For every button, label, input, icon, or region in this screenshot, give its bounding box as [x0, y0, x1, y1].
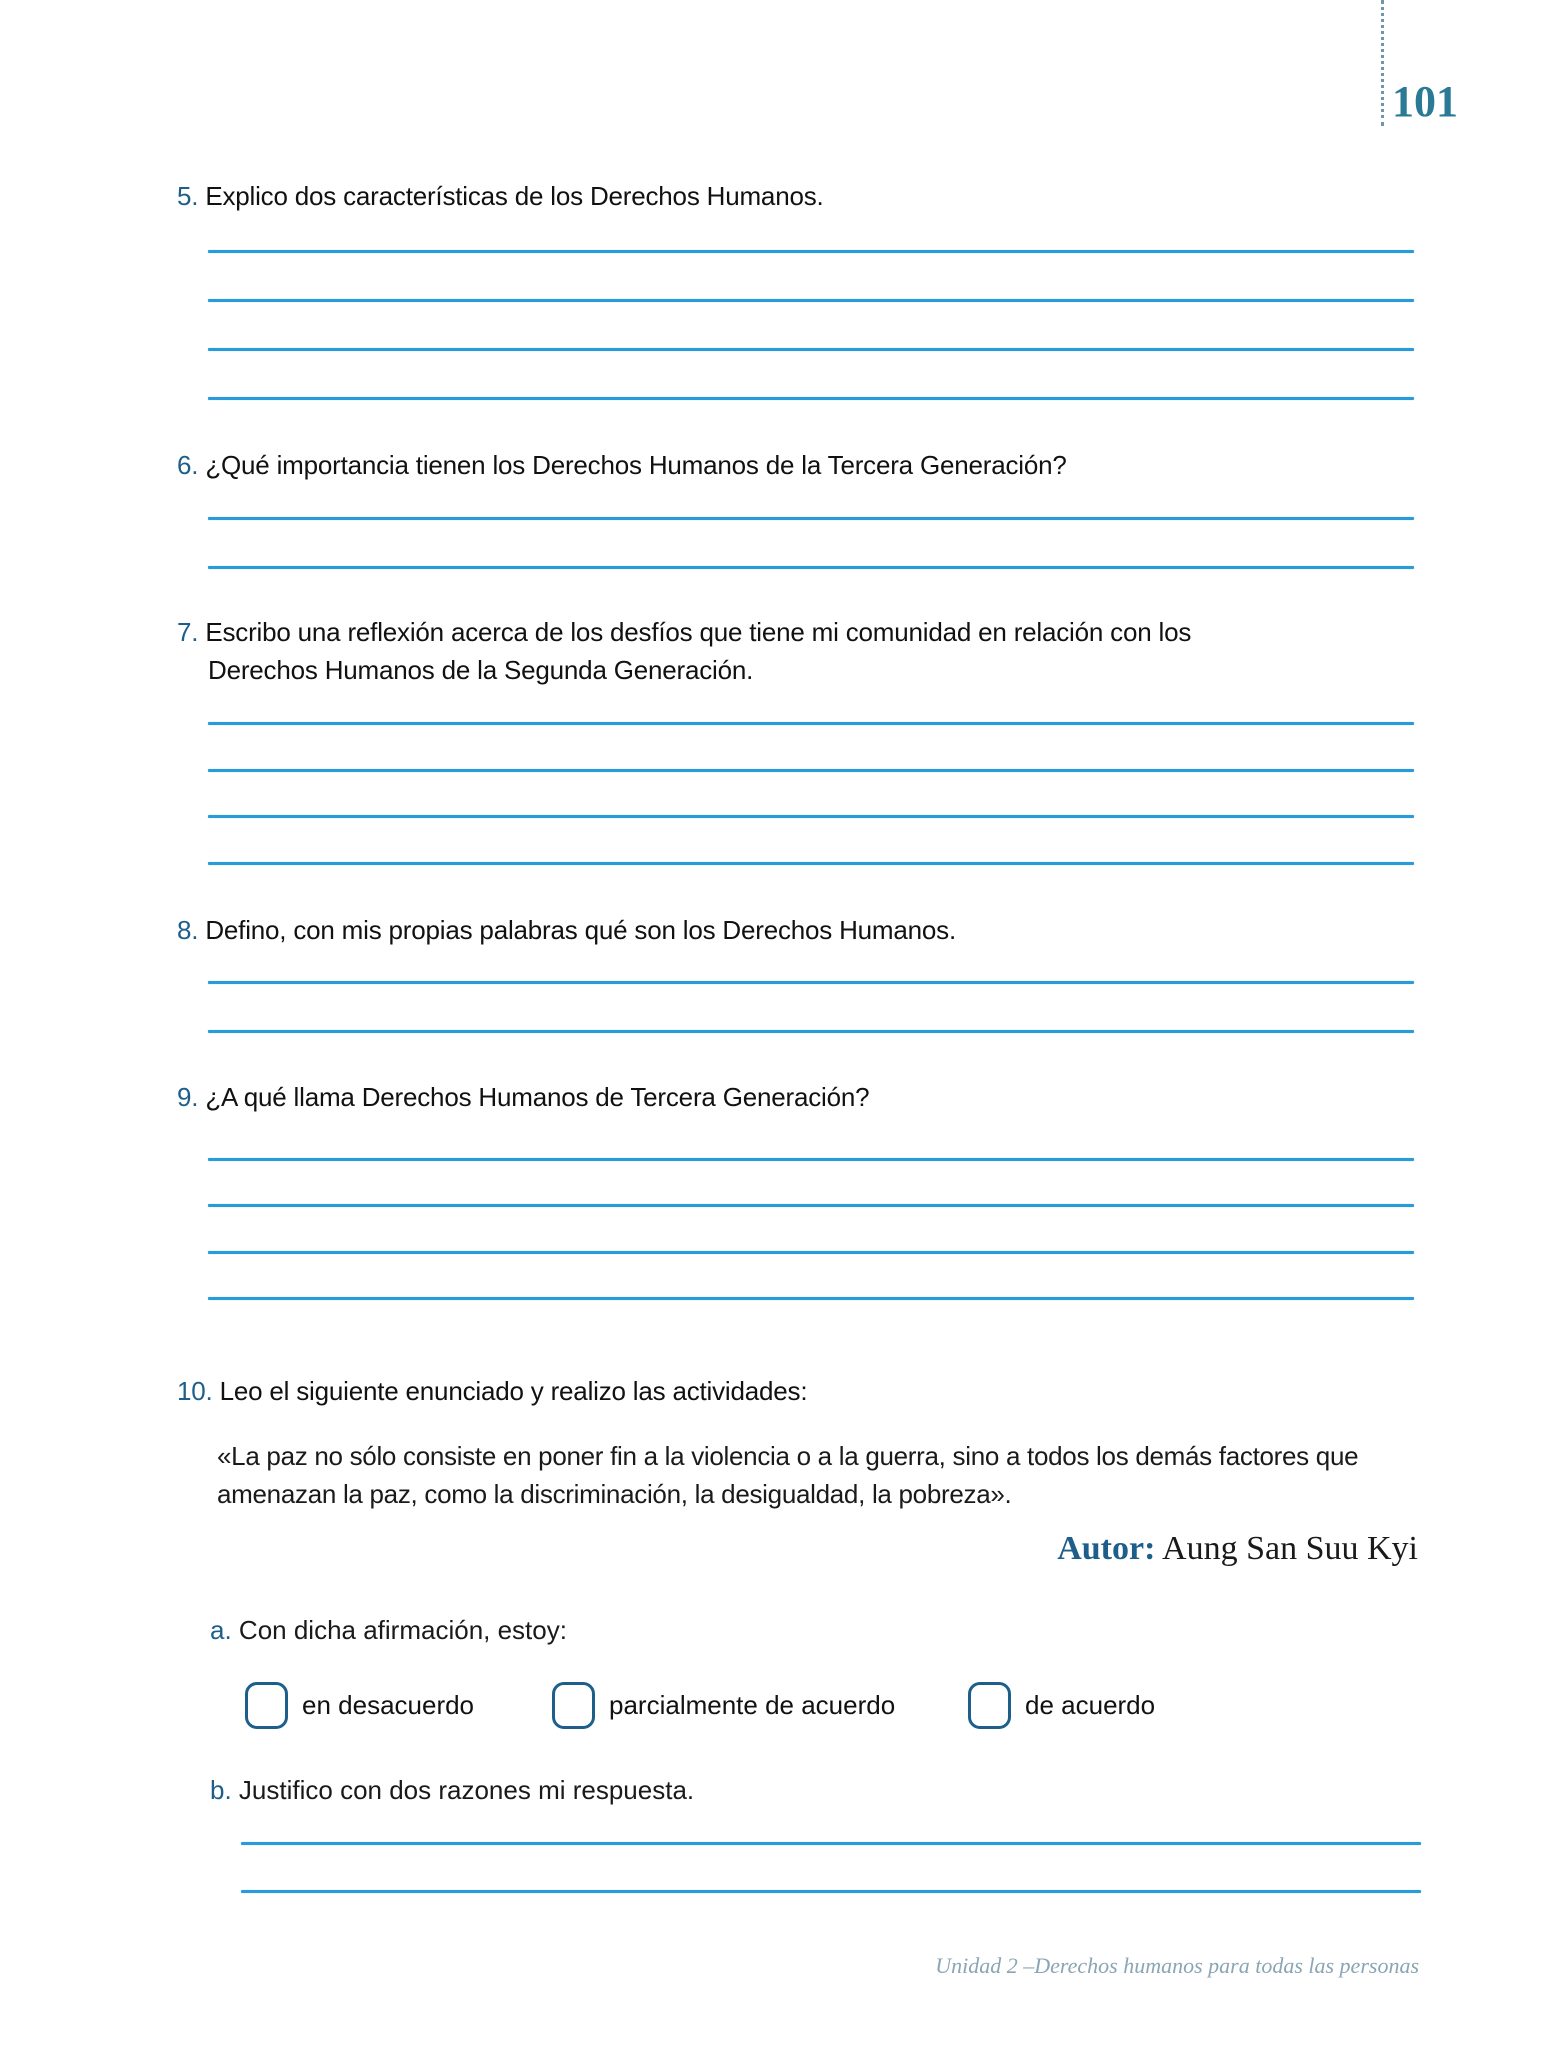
- answer-line[interactable]: [208, 299, 1414, 302]
- option-de-acuerdo[interactable]: [968, 1682, 1155, 1729]
- question-text: ¿Qué importancia tienen los Derechos Humanos de la Tercera Generación?: [205, 450, 1067, 480]
- answer-line[interactable]: [208, 348, 1414, 351]
- subquestion-text: Con dicha afirmación, estoy:: [238, 1615, 567, 1645]
- answer-line[interactable]: [208, 397, 1414, 400]
- option-label: de acuerdo: [1025, 1690, 1156, 1720]
- question-text-line-1: Escribo una reflexión acerca de los desfíos que tiene mi comunidad en relación con los: [205, 617, 1192, 647]
- option-label: en desacuerdo: [302, 1690, 475, 1720]
- answer-line[interactable]: [208, 1204, 1414, 1207]
- question-number: 8.: [177, 915, 199, 945]
- subquestion-letter: b.: [210, 1775, 232, 1805]
- answer-line[interactable]: [208, 1030, 1414, 1033]
- subquestion-a: [210, 1611, 567, 1649]
- quote-author: [1057, 1527, 1418, 1571]
- question-8: [177, 911, 956, 949]
- answer-line[interactable]: [208, 1297, 1414, 1300]
- question-text: Explico dos características de los Derechos Humanos.: [205, 181, 824, 211]
- checkbox[interactable]: [552, 1682, 595, 1729]
- option-parcialmente-de-acuerdo[interactable]: [552, 1682, 895, 1729]
- answer-line[interactable]: [208, 1158, 1414, 1161]
- question-9: [177, 1078, 869, 1116]
- answer-line[interactable]: [241, 1842, 1421, 1845]
- answer-line[interactable]: [208, 566, 1414, 569]
- answer-line[interactable]: [208, 862, 1414, 865]
- question-5: [177, 177, 824, 215]
- checkbox[interactable]: [968, 1682, 1011, 1729]
- subquestion-b: [210, 1771, 694, 1809]
- question-7: [177, 613, 1414, 689]
- page-divider-dotted: [1381, 0, 1384, 126]
- question-number: 9.: [177, 1082, 199, 1112]
- answer-line[interactable]: [208, 1251, 1414, 1254]
- answer-line[interactable]: [208, 769, 1414, 772]
- option-label: parcialmente de acuerdo: [609, 1690, 896, 1720]
- question-number: 7.: [177, 617, 199, 647]
- question-6: [177, 446, 1067, 484]
- page-number: 101: [1392, 77, 1458, 126]
- question-text: ¿A qué llama Derechos Humanos de Tercera Generación?: [205, 1082, 870, 1112]
- author-name: Aung San Suu Kyi: [1162, 1530, 1418, 1567]
- answer-line[interactable]: [208, 981, 1414, 984]
- quote-line-1: «La paz no sólo consiste en poner fin a la violencia o a la guerra, sino a todos los demás factores que: [217, 1441, 1359, 1471]
- answer-line[interactable]: [208, 250, 1414, 253]
- subquestion-letter: a.: [210, 1615, 232, 1645]
- option-en-desacuerdo[interactable]: [245, 1682, 474, 1729]
- quote: [217, 1437, 1417, 1513]
- quote-line-2: amenazan la paz, como la discriminación, la desigualdad, la pobreza».: [217, 1479, 1012, 1509]
- question-text: Defino, con mis propias palabras qué son los Derechos Humanos.: [205, 915, 956, 945]
- question-number: 10.: [177, 1376, 213, 1406]
- answer-line[interactable]: [241, 1890, 1421, 1893]
- checkbox[interactable]: [245, 1682, 288, 1729]
- question-number: 5.: [177, 181, 199, 211]
- answer-line[interactable]: [208, 517, 1414, 520]
- question-number: 6.: [177, 450, 199, 480]
- author-label: Autor:: [1057, 1530, 1156, 1567]
- answer-line[interactable]: [208, 722, 1414, 725]
- question-text-line-2: Derechos Humanos de la Segunda Generación.: [208, 655, 754, 685]
- page-footer: Unidad 2 –Derechos humanos para todas las personas: [935, 1953, 1419, 1978]
- question-10: [177, 1372, 807, 1410]
- question-text: Leo el siguiente enunciado y realizo las actividades:: [219, 1376, 808, 1406]
- subquestion-text: Justifico con dos razones mi respuesta.: [238, 1775, 695, 1805]
- answer-line[interactable]: [208, 815, 1414, 818]
